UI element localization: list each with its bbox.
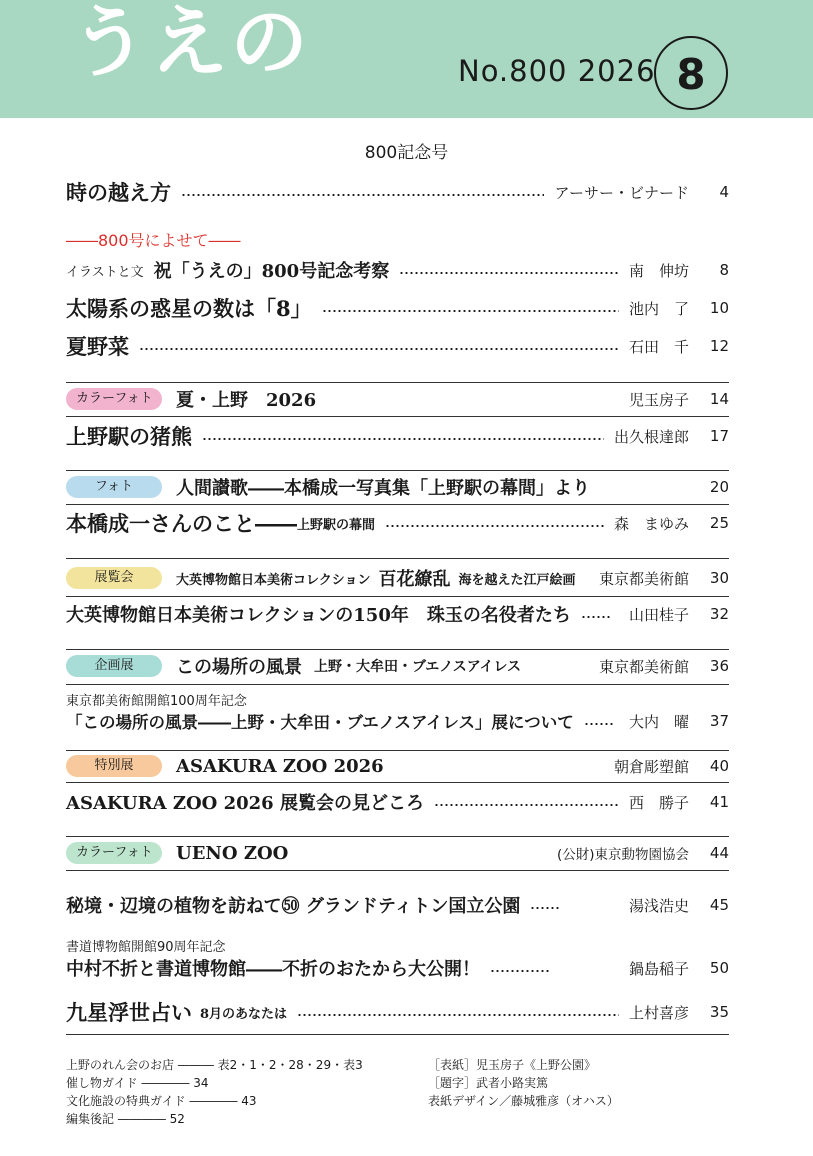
entry-page: 4 — [719, 183, 729, 201]
entry-author: 東京都美術館 — [598, 569, 689, 588]
entry-title: 本橋成一さんのこと―― — [66, 511, 297, 536]
toc-entry[interactable] — [66, 472, 729, 502]
entry-page: 44 — [709, 844, 729, 862]
entry-title: UENO ZOO — [176, 842, 289, 864]
section-divider — [66, 470, 729, 471]
section-divider — [66, 416, 729, 417]
section-divider — [66, 1034, 729, 1035]
footer-line: ［題字］武者小路実篤 — [428, 1076, 549, 1090]
entry-page: 10 — [709, 299, 729, 317]
toc-entry[interactable] — [66, 838, 729, 868]
entry-author: 鍋島稲子 — [628, 959, 689, 978]
footer-line: 文化施設の特典ガイド ―――― 43 — [66, 1094, 257, 1108]
entry-author: 朝倉彫塑館 — [613, 757, 689, 776]
entry-title: 祝「うえの」800号記念考察 — [153, 261, 390, 282]
entry-page: 14 — [709, 390, 729, 408]
toc-entry[interactable] — [66, 177, 729, 207]
entry-page: 17 — [709, 427, 729, 445]
entry-title: 人間讃歌――本橋成一写真集「上野駅の幕間」より — [176, 478, 590, 499]
footer-line: 編集後記 ―――― 52 — [66, 1112, 185, 1126]
toc-entry[interactable] — [66, 953, 729, 983]
category-pill: カラーフォト — [66, 388, 162, 410]
entry-page: 40 — [709, 757, 729, 775]
entry-page: 50 — [709, 959, 729, 977]
entry-author: 東京都美術館 — [598, 657, 689, 676]
entry-title: 時の越え方 — [66, 180, 171, 205]
leader-dots — [584, 723, 614, 725]
entry-prefix: イラストと文 — [66, 264, 144, 280]
entry-title: この場所の風景 — [176, 657, 302, 678]
toc-entry[interactable] — [66, 706, 729, 736]
category-pill: 企画展 — [66, 655, 162, 677]
entry-page: 41 — [709, 793, 729, 811]
toc-entry[interactable] — [66, 599, 729, 629]
toc-entry[interactable] — [66, 890, 729, 920]
entry-pretitle: 大英博物館日本美術コレクション — [176, 572, 371, 588]
section-heading-800: ――800号によせて―― — [66, 231, 241, 250]
entry-subtitle: 海を越えた江戸絵画 — [458, 572, 576, 588]
entry-author: 児玉房子 — [628, 390, 689, 409]
leader-dots — [322, 310, 619, 312]
footer-left — [66, 1056, 363, 1128]
entry-title: 中村不折と書道博物館――不折のおたから大公開！ — [66, 959, 480, 980]
leader-dots — [490, 970, 550, 972]
entry-page: 36 — [709, 657, 729, 675]
footer-right — [428, 1056, 619, 1110]
toc-entry[interactable] — [66, 563, 729, 593]
entry-page: 37 — [709, 712, 729, 730]
leader-dots — [181, 194, 544, 196]
toc-entry[interactable] — [66, 787, 729, 817]
category-pill: カラーフォト — [66, 842, 162, 864]
entry-page: 30 — [709, 569, 729, 587]
entry-title: ASAKURA ZOO 2026 — [176, 755, 384, 777]
toc-entry[interactable] — [66, 421, 729, 451]
special-issue-label: 800記念号 — [364, 143, 449, 163]
entry-subtitle: 8月のあなたは — [200, 1006, 288, 1022]
entry-author: 山田桂子 — [628, 605, 689, 624]
entry-title: 夏野菜 — [66, 334, 129, 359]
entry-title: 秘境・辺境の植物を訪ねて㊿ グランドティトン国立公園 — [66, 896, 521, 917]
section-divider — [66, 684, 729, 685]
footer-line: 上野のれん会のお店 ――― 表2・1・2・28・29・表3 — [66, 1058, 363, 1072]
leader-dots — [581, 616, 611, 618]
section-divider — [66, 382, 729, 383]
header-band — [0, 0, 813, 118]
section-divider — [66, 649, 729, 650]
entry-author: 南 伸坊 — [628, 261, 689, 280]
leader-dots — [399, 272, 619, 274]
entry-page: 35 — [709, 1003, 729, 1021]
entry-author: 石田 千 — [628, 337, 689, 356]
magazine-logo: うえの — [70, 0, 311, 88]
section-divider — [66, 870, 729, 871]
leader-dots — [297, 1014, 619, 1016]
toc-entry[interactable] — [66, 508, 729, 538]
entry-pretitle: 東京都美術館開館100周年記念 — [66, 694, 247, 709]
toc-entry[interactable] — [66, 751, 729, 781]
entry-author: 西 勝子 — [628, 793, 689, 812]
entry-title: ASAKURA ZOO 2026 展覧会の見どころ — [66, 793, 424, 814]
entry-title: 夏・上野 2026 — [176, 390, 317, 411]
entry-title: 上野駅の猪熊 — [66, 424, 192, 449]
entry-title: 大英博物館日本美術コレクションの150年 珠玉の名役者たち — [66, 605, 571, 626]
entry-title: 九星浮世占い — [66, 1000, 192, 1025]
entry-title: 太陽系の惑星の数は「8」 — [66, 296, 312, 321]
footer-line: ［表紙］児玉房子《上野公園》 — [428, 1058, 597, 1072]
footer-line: 催し物ガイド ―――― 34 — [66, 1076, 209, 1090]
entry-title: 「この場所の風景――上野・大牟田・ブエノスアイレス」展について — [66, 713, 574, 732]
entry-author: 湯浅浩史 — [628, 896, 689, 915]
leader-dots — [202, 438, 604, 440]
entry-page: 20 — [709, 478, 729, 496]
entry-author: アーサー・ビナード — [554, 183, 689, 202]
leader-dots — [385, 525, 604, 527]
entry-author: 池内 了 — [628, 299, 689, 318]
toc-entry[interactable] — [66, 293, 729, 323]
entry-page: 8 — [719, 261, 729, 279]
entry-page: 25 — [709, 514, 729, 532]
section-divider — [66, 836, 729, 837]
entry-subtitle: 上野駅の幕間 — [297, 517, 376, 533]
section-divider — [66, 558, 729, 559]
entry-author: 森 まゆみ — [613, 514, 689, 533]
toc-entry[interactable] — [66, 331, 729, 361]
month-badge: 8 — [654, 36, 728, 110]
toc-entry[interactable] — [66, 997, 729, 1027]
entry-page: 32 — [709, 605, 729, 623]
entry-subtitle: 上野・大牟田・ブエノスアイレス — [314, 659, 522, 675]
footer-line: 表紙デザイン／藤城雅彦（オハス） — [428, 1094, 619, 1108]
entry-title: 百花繚乱 — [378, 569, 451, 590]
category-pill: 特別展 — [66, 755, 162, 777]
entry-pretitle: 書道博物館開館90周年記念 — [66, 940, 226, 955]
entry-author: 大内 曜 — [628, 712, 689, 731]
leader-dots — [139, 348, 619, 350]
entry-author: 上村喜彦 — [628, 1003, 689, 1022]
entry-page: 45 — [709, 896, 729, 914]
leader-dots — [530, 907, 560, 909]
toc-entry[interactable] — [66, 651, 729, 681]
entry-author: (公財)東京動物園協会 — [556, 847, 689, 863]
entry-page: 12 — [709, 337, 729, 355]
category-pill: フォト — [66, 476, 162, 498]
entry-author: 出久根達郎 — [613, 427, 689, 446]
leader-dots — [434, 804, 619, 806]
issue-number: No.800 2026 — [458, 54, 656, 88]
section-divider — [66, 504, 729, 505]
section-divider — [66, 782, 729, 783]
category-pill: 展覧会 — [66, 567, 162, 589]
toc-entry[interactable] — [66, 384, 729, 414]
toc-entry[interactable] — [66, 255, 729, 285]
section-divider — [66, 596, 729, 597]
